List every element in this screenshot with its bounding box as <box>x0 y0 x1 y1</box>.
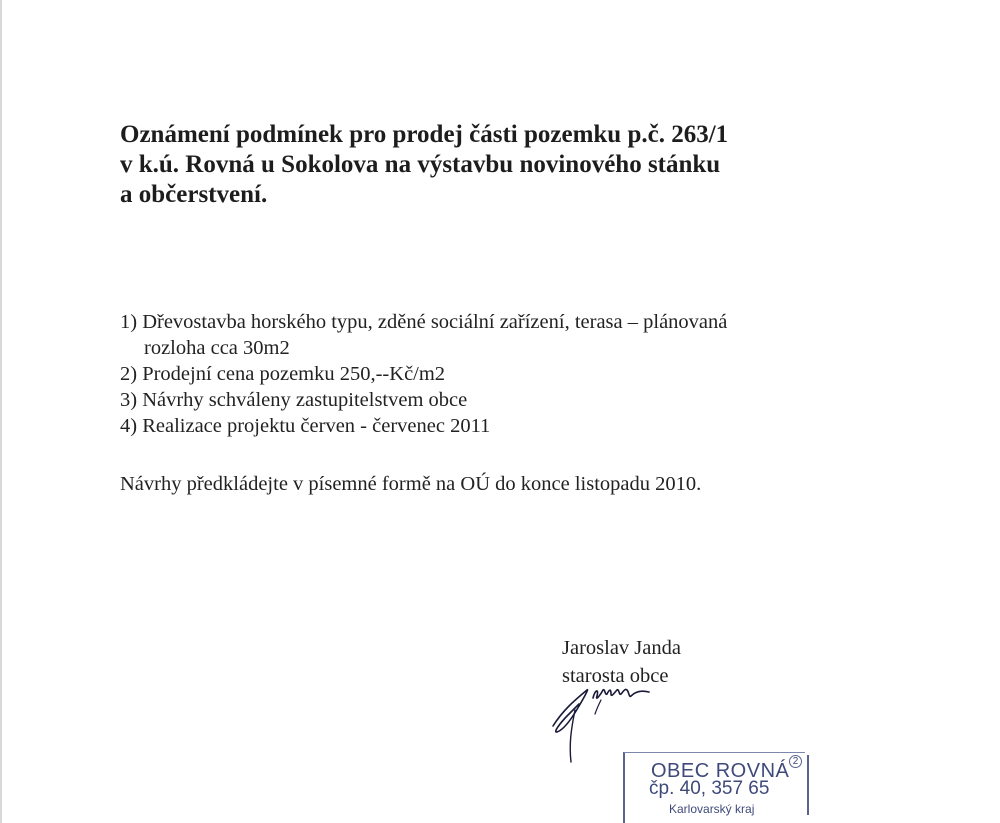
title-line-2: v k.ú. Rovná u Sokolova na výstavbu novinového stánku <box>120 151 721 178</box>
list-item-text: 1) Dřevostavba horského typu, zděné sociální zařízení, terasa – plánovaná <box>120 311 728 333</box>
official-stamp <box>623 752 805 823</box>
stamp-number: 2 <box>789 755 802 768</box>
signer-name: Jaroslav Janda <box>562 637 681 659</box>
title-line-3: a občerstvení. <box>120 181 268 208</box>
list-item <box>120 413 880 439</box>
scan-edge <box>0 0 2 823</box>
stamp-border <box>807 755 809 815</box>
document-title <box>120 120 880 210</box>
list-item-text: 2) Prodejní cena pozemku 250,--Kč/m2 <box>120 363 446 385</box>
list-item-text: 4) Realizace projektu červen - červenec 2011 <box>120 415 491 437</box>
conditions-list <box>120 309 880 439</box>
title-line-1: Oznámení podmínek pro prodej části pozemku p.č. 263/1 <box>120 121 729 148</box>
signer-role: starosta obce <box>562 665 669 687</box>
list-item <box>120 361 880 387</box>
stamp-region: Karlovarský kraj <box>669 802 755 816</box>
list-item <box>120 309 880 361</box>
submission-notice: Návrhy předkládejte v písemné formě na OÚ do konce listopadu 2010. <box>120 473 702 495</box>
list-item <box>120 387 880 413</box>
stamp-name: OBEC ROVNÁ <box>651 760 790 782</box>
stamp-address: čp. 40, 357 65 <box>649 778 770 799</box>
list-item-text: 3) Návrhy schváleny zastupitelstvem obce <box>120 389 468 411</box>
list-item-continuation: rozloha cca 30m2 <box>144 337 290 359</box>
